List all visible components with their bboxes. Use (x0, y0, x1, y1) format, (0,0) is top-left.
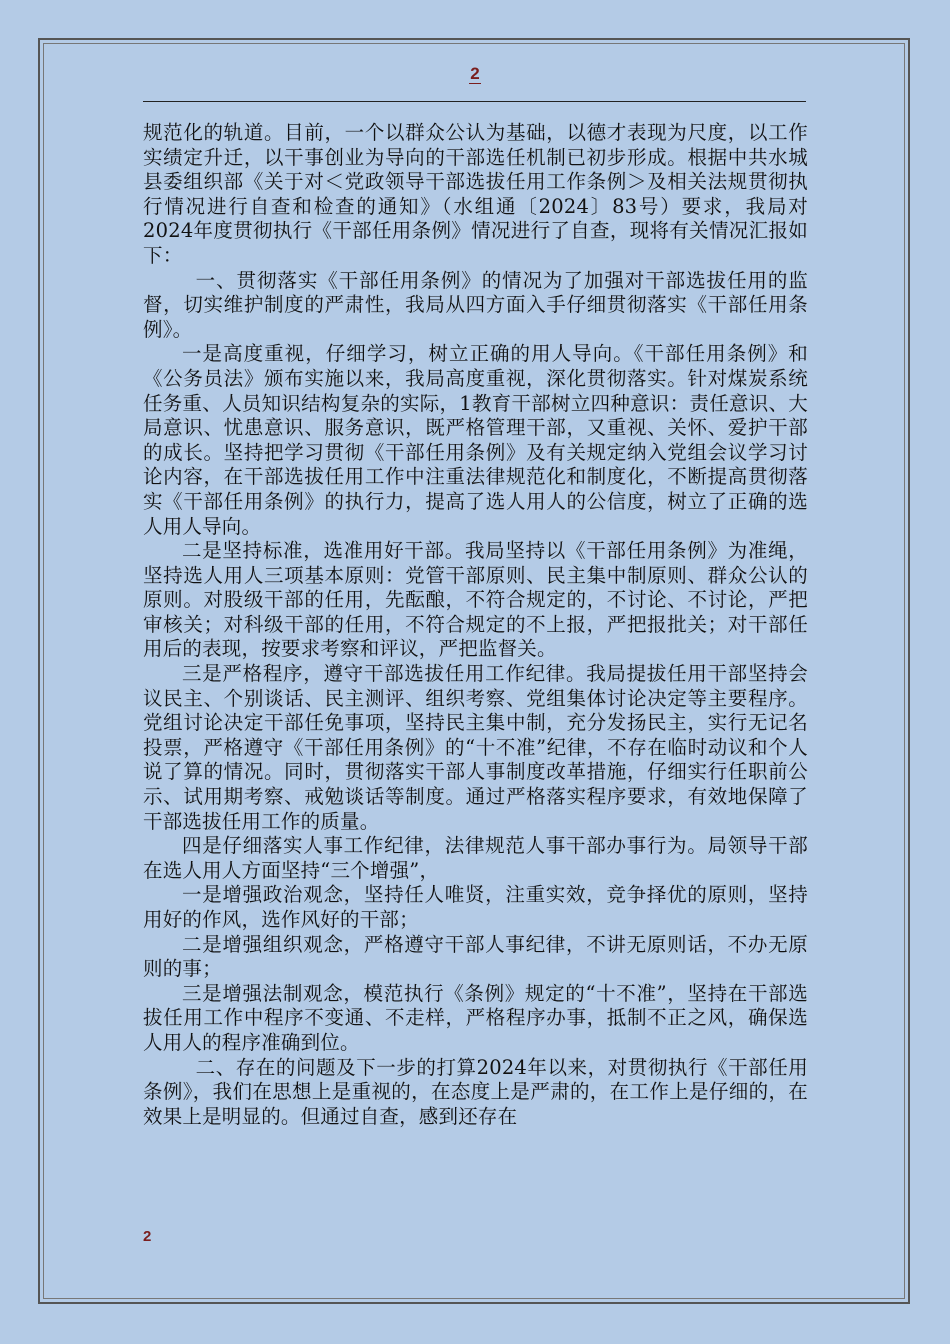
paragraph-sub-2: 二是增强组织观念，严格遵守干部人事纪律，不讲无原则话，不办无原则的事； (143, 932, 808, 981)
section-heading-2: 二、存在的问题及下一步的打算2024年以来，对贯彻执行《干部任用条例》，我们在思想上是重视的，在态度上是严肃的，在工作上是仔细的，在效果上是明显的。但通过自查，感到还存在 (143, 1055, 808, 1128)
paragraph-intro: 规范化的轨道。目前，一个以群众公认为基础，以德才表现为尺度，以工作实绩定升迁，以干事创业为导向的干部选任机制已初步形成。根据中共水城县委组织部《关于对＜党政领导干部选拔任用工作条例＞及相关法规贯彻执行情况进行自查和检查的通知》（水组通〔2024〕83号）要求，我局对2024年度贯彻执行《干部任用条例》情况进行了自查，现将有关情况汇报如下： (143, 121, 808, 267)
paragraph-sub-3: 三是增强法制观念，模范执行《条例》规定的“十不准”，坚持在干部选拔任用工作中程序不变通、不走样，严格程序办事，抵制不正之风，确保选人用人的程序准确到位。 (143, 981, 808, 1054)
paragraph-point-2: 二是坚持标准，选准用好干部。我局坚持以《干部任用条例》为准绳，坚持选人用人三项基本原则：党管干部原则、民主集中制原则、群众公认的原则。对股级干部的任用，先酝酿，不符合规定的，不讨论、不讨论，严把审核关；对科级干部的任用，不符合规定的不上报，严把报批关；对干部任用后的表现，按要求考察和评议，严把监督关。 (143, 539, 808, 661)
header-page-number (0, 64, 950, 84)
paragraph-point-3: 三是严格程序，遵守干部选拔任用工作纪律。我局提拔任用干部坚持会议民主、个别谈话、民主测评、组织考察、党组集体讨论决定等主要程序。党组讨论决定干部任免事项，坚持民主集中制，充分发扬民主，实行无记名投票，严格遵守《干部任用条例》的“十不准”纪律，不存在临时动议和个人说了算的情况。同时，贯彻落实干部人事制度改革措施，仔细实行任职前公示、试用期考察、戒勉谈话等制度。通过严格落实程序要求，有效地保障了干部选拔任用工作的质量。 (143, 662, 808, 833)
section-heading-1: 一、贯彻落实《干部任用条例》的情况为了加强对干部选拔任用的监督，切实维护制度的严肃性，我局从四方面入手仔细贯彻落实《干部任用条例》。 (143, 268, 808, 341)
paragraph-point-1: 一是高度重视，仔细学习，树立正确的用人导向。《干部任用条例》和《公务员法》颁布实施以来，我局高度重视，深化贯彻落实。针对煤炭系统任务重、人员知识结构复杂的实际，1教育干部树立四种意识：责任意识、大局意识、忧患意识、服务意识，既严格管理干部，又重视、关怀、爱护干部的成长。坚持把学习贯彻《干部任用条例》及有关规定纳入党组会议学习讨论内容，在干部选拔任用工作中注重法律规范化和制度化，不断提高贯彻落实《干部任用条例》的执行力，提高了选人用人的公信度，树立了正确的选人用人导向。 (143, 342, 808, 538)
header-page-number-text: 2 (470, 64, 480, 83)
document-body (143, 121, 808, 1129)
header-rule (143, 101, 806, 102)
footer-page-number: 2 (143, 1228, 152, 1245)
paragraph-point-4: 四是仔细落实人事工作纪律，法律规范人事干部办事行为。局领导干部在选人用人方面坚持“三个增强”， (143, 834, 808, 882)
paragraph-sub-1: 一是增强政治观念，坚持任人唯贤，注重实效，竞争择优的原则，坚持用好的作风，选作风好的干部； (143, 883, 808, 931)
